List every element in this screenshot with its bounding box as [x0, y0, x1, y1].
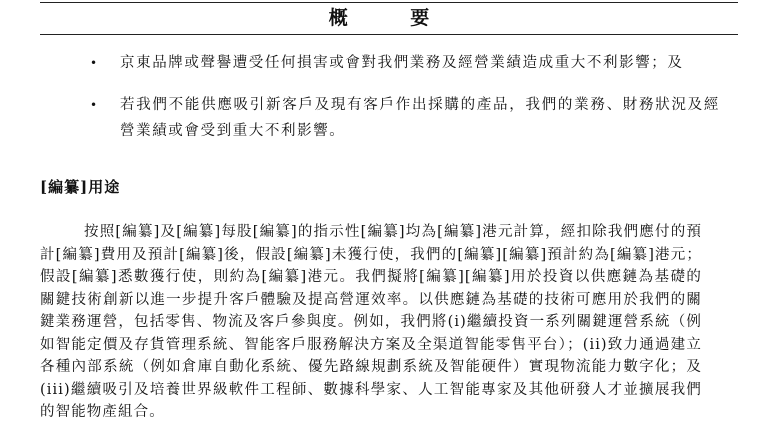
- list-item: [90, 50, 720, 76]
- header-top-rule: [40, 2, 738, 3]
- body-paragraph: 按照[編纂]及[編纂]每股[編纂]的指示性[編纂]均為[編纂]港元計算，經扣除我們應付的預計[編纂]費用及預計[編纂]後，假設[編纂]未獲行使，我們的[編纂][編纂]預計約為[編纂]港元；假設[編纂]悉數獲行使，則約為[編纂]港元。我們擬將[編纂][編纂]用於投資以供應鏈為基礎的關鍵技術創新以進一步提升客戶體驗及提高營運效率。以供應鏈為基礎的技術可應用於我們的關鍵業務運營，包括零售、物流及客戶參與度。例如，我們將(i)繼續投資一系列關鍵運營系統（例如智能定價及存貨管理系統、智能客戶服務解決方案及全渠道智能零售平台）；(ii)致力通過建立各種內部系統（例如倉庫自動化系統、優先路線規劃系統及智能硬件）實現物流能力數字化；及(iii)繼續吸引及培養世界級軟件工程師、數據科學家、人工智能專家及其他研發人才並擴展我們的智能物產組合。: [40, 224, 702, 420]
- bullet-icon: •: [90, 56, 99, 70]
- bullet-text: 京東品牌或聲譽遭受任何損害或會對我們業務及經營業績造成重大不利影響；及: [120, 55, 684, 71]
- page-title: 概 要: [328, 7, 458, 29]
- header-bottom-rule: [40, 34, 738, 35]
- bullet-text: 若我們不能供應吸引新客戶及現有客戶作出採購的產品，我們的業務、財務狀況及經營業績或會受到重大不利影響。: [120, 97, 720, 139]
- bullet-icon: •: [90, 98, 99, 112]
- list-item: [90, 92, 720, 144]
- section-heading: [編纂]用途: [40, 178, 121, 196]
- risk-bullet-list: [90, 50, 720, 144]
